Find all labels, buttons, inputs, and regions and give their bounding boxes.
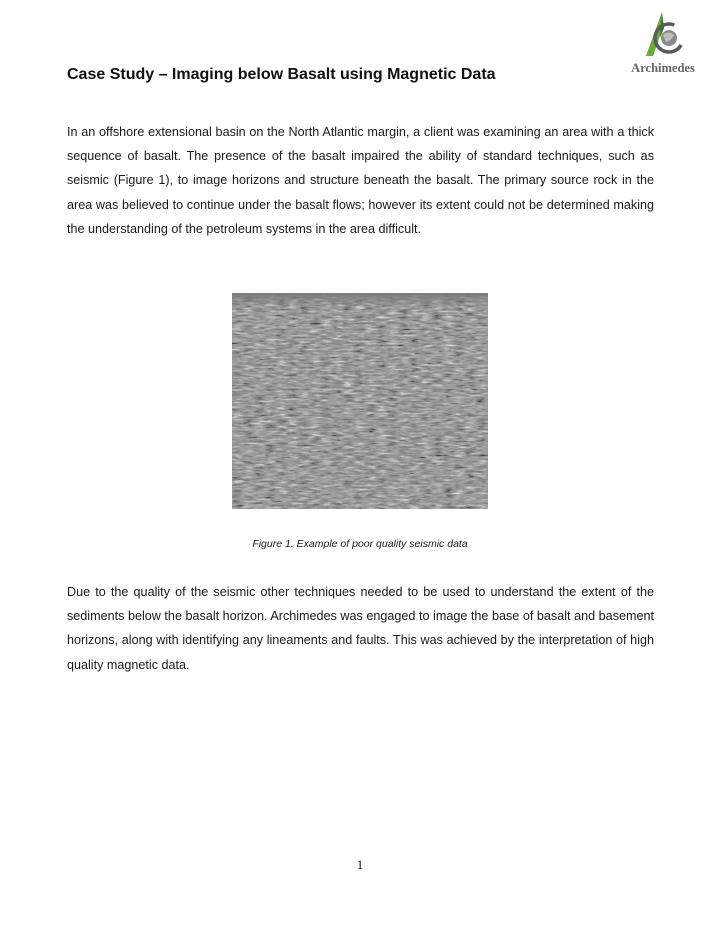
seismic-figure-image [232,293,488,509]
page-number: 1 [356,857,364,872]
archimedes-logo-icon [636,8,690,62]
page-title: Case Study – Imaging below Basalt using Magnetic Data [67,66,496,83]
intro-paragraph: In an offshore extensional basin on the North Atlantic margin, a client was examining an area with a thick sequence of basalt. The presence of the basalt impaired the ability of standard techniques, such as seismic (Figure 1), to image horizons and structure beneath the basalt. The primary source rock in the area was believed to continue under the basalt flows; however its extent could not be determined making the understanding of the petroleum systems in the area difficult. [67,125,654,236]
body-paragraph: Due to the quality of the seismic other techniques needed to be used to understand the extent of the sediments below the basalt horizon. Archimedes was engaged to image the base of basalt and basement horizons, along with identifying any lineaments and faults. This was achieved by the interpretation of high quality magnetic data. [67,585,654,672]
archimedes-logo [622,8,704,78]
logo-wordmark: Archimedes [631,61,695,75]
figure-caption: Figure 1. Example of poor quality seismic data [252,538,468,550]
